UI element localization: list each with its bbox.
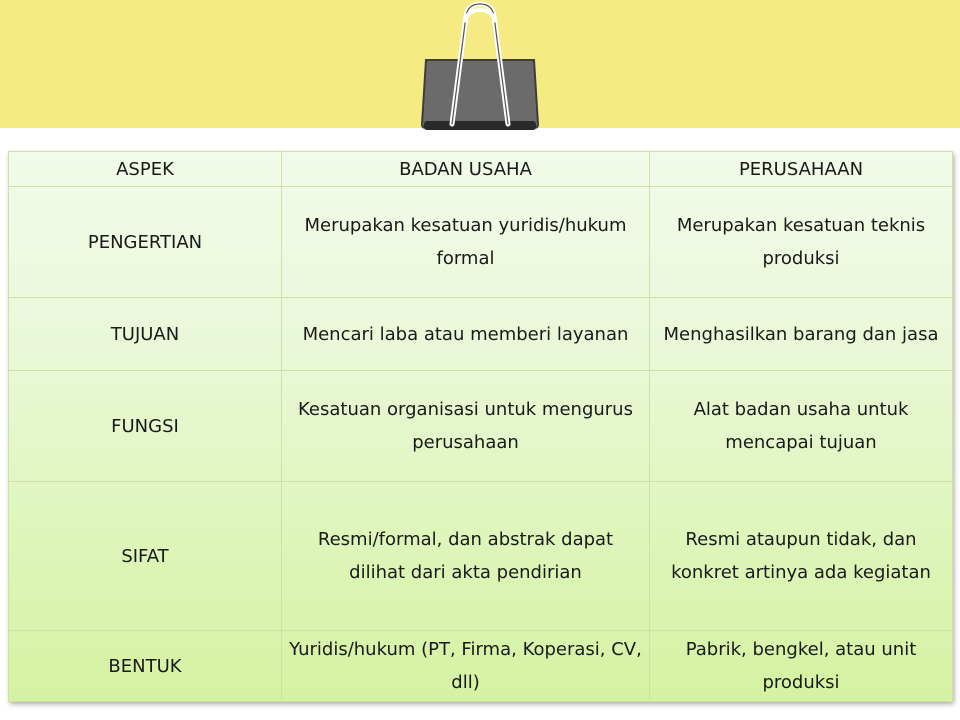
table-row — [9, 187, 953, 298]
cell-badan-usaha: Kesatuan organisasi untuk mengurus perusahaan — [282, 371, 650, 482]
cell-aspek: BENTUK — [9, 631, 282, 702]
cell-badan-usaha: Mencari laba atau memberi layanan — [282, 298, 650, 371]
cell-badan-usaha: Yuridis/hukum (PT, Firma, Koperasi, CV, dll) — [282, 631, 650, 702]
cell-aspek: PENGERTIAN — [9, 187, 282, 298]
cell-aspek: TUJUAN — [9, 298, 282, 371]
table-header-row — [9, 152, 953, 187]
cell-perusahaan: Resmi ataupun tidak, dan konkret artinya ada kegiatan — [650, 482, 953, 631]
cell-badan-usaha: Merupakan kesatuan yuridis/hukum formal — [282, 187, 650, 298]
cell-aspek: FUNGSI — [9, 371, 282, 482]
table-row — [9, 631, 953, 702]
comparison-table-container — [8, 151, 952, 701]
cell-badan-usaha: Resmi/formal, dan abstrak dapat dilihat dari akta pendirian — [282, 482, 650, 631]
comparison-table — [8, 151, 953, 702]
cell-perusahaan: Merupakan kesatuan teknis produksi — [650, 187, 953, 298]
table-row — [9, 298, 953, 371]
cell-perusahaan: Menghasilkan barang dan jasa — [650, 298, 953, 371]
header-perusahaan: PERUSAHAAN — [650, 152, 953, 187]
binder-clip-icon — [418, 0, 542, 132]
table-row — [9, 371, 953, 482]
header-badan-usaha: BADAN USAHA — [282, 152, 650, 187]
cell-aspek: SIFAT — [9, 482, 282, 631]
cell-perusahaan: Pabrik, bengkel, atau unit produksi — [650, 631, 953, 702]
cell-perusahaan: Alat badan usaha untuk mencapai tujuan — [650, 371, 953, 482]
header-aspek: ASPEK — [9, 152, 282, 187]
table-row — [9, 482, 953, 631]
